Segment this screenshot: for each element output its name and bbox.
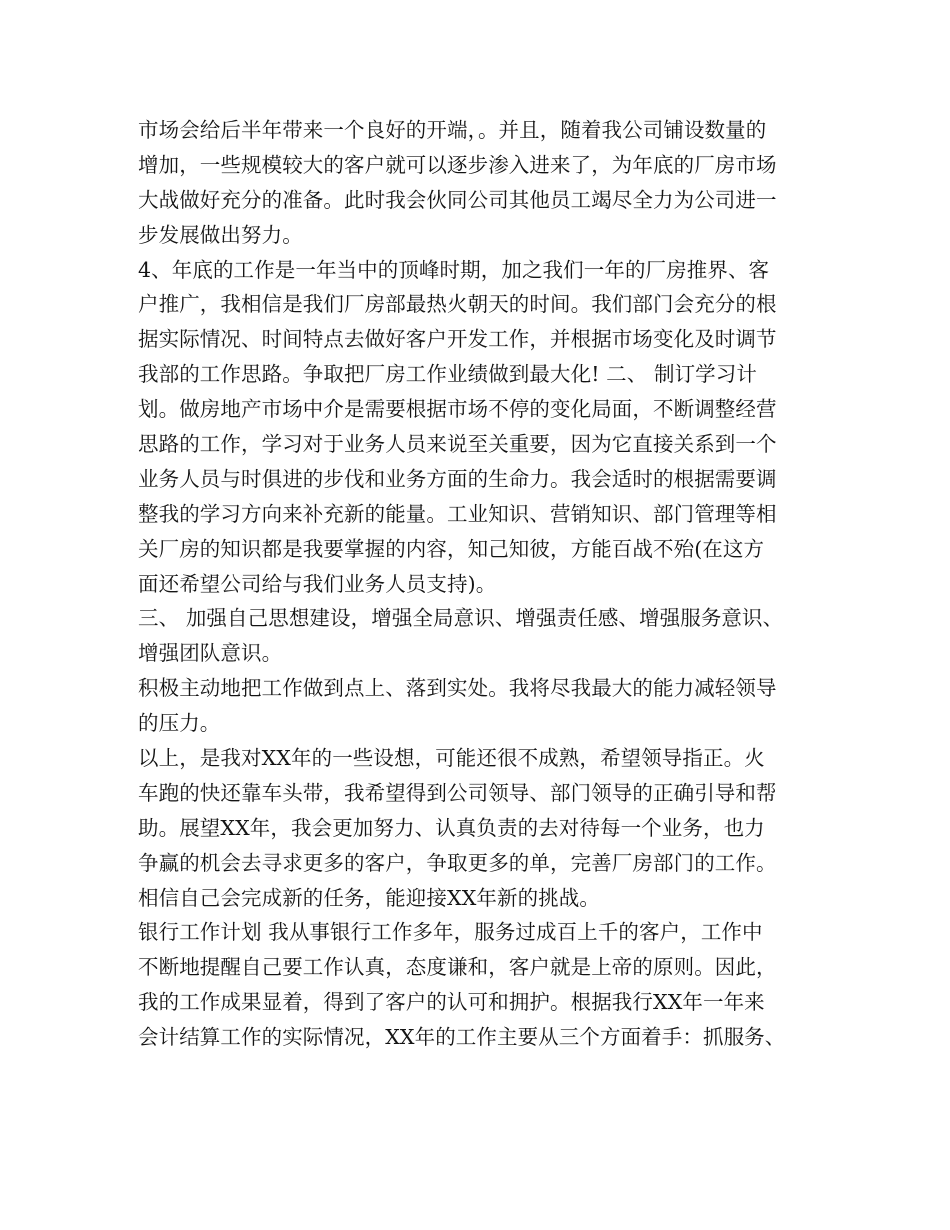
document-body [138,113,838,1055]
text-line: 不断地提醒自己要工作认真，态度谦和，客户就是上帝的原则。因此， [138,955,777,980]
text-line: 我部的工作思路。争取把厂房工作业绩做到最大化! 二、 制订学习计 [138,362,757,387]
text-line: 步发展做出努力。 [138,222,303,247]
text-line: 面还希望公司给与我们业务人员支持)。 [138,571,497,596]
text-line: 会计结算工作的实际情况，XX年的工作主要从三个方面着手：抓服务、 [138,1025,786,1050]
text-line: 车跑的快还靠车头带，我希望得到公司领导、部门领导的正确引导和帮 [138,780,777,805]
text-line: 思路的工作，学习对于业务人员来说至关重要，因为它直接关系到一个 [138,432,777,457]
text-line: 增加，一些规模较大的客户就可以逐步渗入进来了，为年底的厂房市场 [138,152,777,177]
text-line: 增强团队意识。 [138,641,283,666]
text-line: 划。做房地产市场中介是需要根据市场不停的变化局面，不断调整经营 [138,397,777,422]
text-line: 大战做好充分的准备。此时我会伙同公司其他员工竭尽全力为公司进一 [138,187,777,212]
text-line: 的压力。 [138,711,221,736]
text-line: 据实际情况、时间特点去做好客户开发工作，并根据市场变化及时调节 [138,327,777,352]
text-line: 业务人员与时俱进的步伐和业务方面的生命力。我会适时的根据需要调 [138,466,777,491]
text-line: 积极主动地把工作做到点上、落到实处。我将尽我最大的能力减轻领导 [138,676,777,701]
text-line: 关厂房的知识都是我要掌握的内容，知己知彼，方能百战不殆(在这方 [138,536,765,561]
text-line: 银行工作计划 我从事银行工作多年，服务过成百上千的客户，工作中 [138,920,763,945]
text-line: 市场会给后半年带来一个良好的开端，。并且，随着我公司铺设数量的 [138,118,767,142]
text-line: 4、年底的工作是一年当中的顶峰时期，加之我们一年的厂房推界、客 [138,257,770,282]
text-line: 相信自己会完成新的任务，能迎接XX年新的挑战。 [138,885,600,910]
text-line: 我的工作成果显着，得到了客户的认可和拥护。根据我行XX年一年来 [138,990,765,1015]
text-line: 整我的学习方向来补充新的能量。工业知识、营销知识、部门管理等相 [138,501,777,526]
text-line: 争赢的机会去寻求更多的客户，争取更多的单，完善厂房部门的工作。 [138,850,777,875]
text-line: 户推广，我相信是我们厂房部最热火朝天的时间。我们部门会充分的根 [138,292,777,317]
text-line: 助。展望XX年，我会更加努力、认真负责的去对待每一个业务，也力 [138,815,765,840]
text-line: 三、 加强自己思想建设，增强全局意识、增强责任感、增强服务意识、 [138,606,784,631]
text-line: 以上，是我对XX年的一些设想，可能还很不成熟，希望领导指正。火 [138,746,765,771]
